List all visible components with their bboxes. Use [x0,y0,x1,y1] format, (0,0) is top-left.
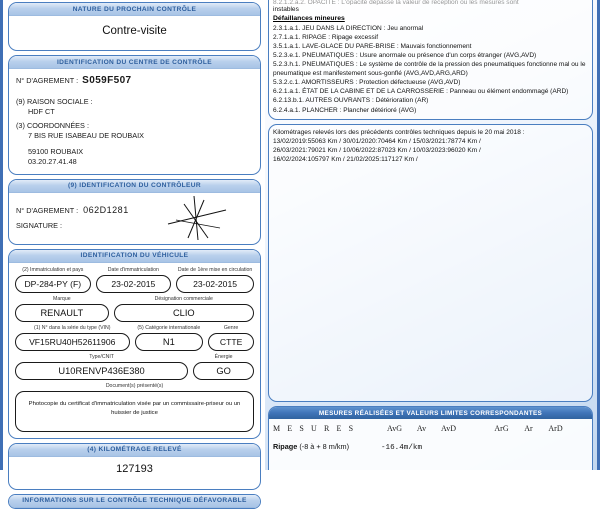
controller-header: (9) IDENTIFICATION DU CONTRÔLEUR [9,180,260,193]
next-control-value: Contre-visite [102,25,167,37]
measures-body [269,419,592,470]
measures-header: MESURES RÉALISÉES ET VALEURS LIMITES CORRESPONDANTES [269,407,592,419]
field-label: Date de 1ère mise en circulation [177,266,253,273]
mileage-history-line: 16/02/2024:105797 Km / 21/02/2025:117127 Km / [273,155,418,163]
left-column [0,0,265,505]
unfavorable-panel [8,494,261,509]
field-value: N1 [135,333,204,351]
field-immatriculation [15,267,91,293]
center-agrement-value: S059F507 [82,75,132,86]
measures-column-headers [273,424,586,433]
defect-item: 6.2.1.a.1. ÉTAT DE LA CABINE ET DE LA CARROSSERIE : Panneau ou élément endommagé (ARD) [273,88,569,96]
spacer [16,89,253,94]
field-value: U10RENVP436E380 [15,362,188,380]
field-label: (5) Catégorie internationale [137,324,201,331]
field-designation-commerciale [114,296,254,322]
defects-panel [268,0,593,120]
vehicle-row-4 [15,354,254,380]
defect-cut-line-top: 8.2.1.2.a.2. OPACITÉ : L'opacité dépasse la valeur de réception ou les mesures sont [273,0,519,5]
field-categorie-internationale [135,325,204,351]
defect-item: 5.3.2.c.1. AMORTISSEURS : Protection défectueuse (AVG,AVD) [273,79,461,87]
field-date-immatriculation [96,267,172,293]
field-value: 23-02-2015 [96,275,172,293]
field-value: GO [193,362,254,380]
mileage-history-panel [268,124,593,402]
field-label: Marque [53,295,71,302]
center-agrement-label: N° D'AGREMENT : [16,76,79,85]
controller-body [9,193,260,244]
field-vin [15,325,130,351]
field-date-premiere-circulation [176,267,254,293]
column-ar: Ar [524,424,533,433]
vehicle-row-3 [15,325,254,351]
column-av: Av [416,424,427,433]
center-agrement-row [16,74,253,89]
center-phone: 03.20.27.41.48 [28,157,77,167]
address-line-2: 59100 ROUBAIX [28,146,84,156]
defect-item: 2.3.1.a.1. JEU DANS LA DIRECTION : Jeu anormal [273,25,424,33]
field-label: Genre [223,324,239,331]
column-avg: AvG [387,424,402,433]
documents-value: Photocopie du certificat d'immatriculation visée par un commissaire-priseur ou un huissier de justice [15,391,254,432]
field-value: VF15RU40H52611906 [15,333,130,351]
field-value: DP-284-PY (F) [15,275,91,293]
field-value: CTTE [208,333,254,351]
field-value: RENAULT [15,304,109,322]
coordonnees-label: (3) COORDONNÉES : [16,120,89,130]
defect-item: 6.2.13.b.1. AUTRES OUVRANTS : Détérioration (AR) [273,97,429,105]
signature-label: SIGNATURE : [16,221,63,231]
field-value: 23-02-2015 [176,275,254,293]
mileage-history-body [269,125,592,186]
measure-name: Ripage [273,442,298,451]
field-energie [193,354,254,380]
column-arg: ArG [494,424,509,433]
field-label: (1) N° dans la série du type (VIN) [34,324,111,331]
field-label: Énergie [214,353,233,360]
field-type-cnit [15,354,188,380]
field-marque [15,296,109,322]
mileage-header: (4) KILOMÉTRAGE RELEVÉ [9,444,260,457]
unfavorable-header: INFORMATIONS SUR LE CONTRÔLE TECHNIQUE DÉFAVORABLE [9,495,260,508]
defect-item: 2.7.1.a.1. RIPAGE : Ripage excessif [273,34,379,42]
controller-agrement-label: N° D'AGREMENT : [16,205,79,215]
measures-title: M E S U R E S [273,424,356,433]
field-label: (2) Immatriculation et pays [22,266,84,273]
coordonnees-row [16,121,253,168]
minor-defects-heading: Défaillances mineures [273,15,345,23]
documents-label: Document(s) présenté(s) [105,382,164,389]
mileage-history-line: 13/02/2019:55063 Km / 30/01/2020:70464 Km / 15/03/2021:78774 Km / [273,137,481,145]
field-value: CLIO [114,304,254,322]
mileage-value: 127193 [116,462,153,475]
measure-label [273,442,381,451]
defect-item: 3.5.1.a.1. LAVE-GLACE DU PARE-BRISE : Mauvais fonctionnement [273,43,472,51]
handwritten-signature-icon [164,194,230,242]
column-avd: AvD [441,424,456,433]
controller-agrement-value: 062D1281 [83,204,129,215]
control-center-panel [8,55,261,175]
right-column [265,0,600,470]
vehicle-header: IDENTIFICATION DU VÉHICULE [9,250,260,263]
vehicle-body [9,263,260,438]
next-control-panel [8,2,261,51]
raison-sociale-label: (9) RAISON SOCIALE : [16,96,93,106]
mileage-history-intro: Kilométrages relevés lors des précédents contrôles techniques depuis le 20 mai 2018 : [273,128,525,136]
vehicle-row-2 [15,296,254,322]
mileage-panel [8,443,261,490]
control-center-header: IDENTIFICATION DU CENTRE DE CONTRÔLE [9,56,260,69]
vehicle-row-1 [15,267,254,293]
defects-body [269,0,592,119]
field-label: Date d'immatriculation [107,266,159,273]
field-genre [208,325,254,351]
next-control-header: NATURE DU PROCHAIN CONTRÔLE [9,3,260,16]
defect-item: 5.2.3.e.1. PNEUMATIQUES : Usure anormale ou présence d'un corps étranger (AVG,AVD) [273,52,537,60]
address-line-1: 7 BIS RUE ISABEAU DE ROUBAIX [28,131,144,141]
measure-label-cut [273,459,381,468]
mileage-history-line: 26/03/2021:79021 Km / 10/06/2022:87023 Km / 10/03/2023:96020 Km / [273,146,481,154]
measure-row-ripage [273,442,586,452]
control-center-body [9,69,260,174]
raison-sociale-row [16,97,253,118]
raison-sociale-value: HDF CT [28,107,55,117]
field-label: Désignation commerciale [154,295,213,302]
measure-value: -16.4m/km [381,444,423,452]
measure-range: (-8 à + 8 m/km) [297,442,350,451]
vehicle-panel [8,249,261,439]
field-label: Type/CNIT [89,353,114,360]
defect-item: 6.2.4.a.1. PLANCHER : Plancher détérioré (AVG) [273,106,417,114]
column-ard: ArD [548,424,563,433]
defect-item: 5.2.3.h.1. PNEUMATIQUES : Le système de contrôle de la pression des pneumatiques fonctionne mal ou le pneumatique est manifestement sous-gonflé (AVG,AVD,ARG,ARD) [273,61,586,78]
measure-row-cut-off [273,459,586,468]
defect-cut-line-top-2: instables [273,6,299,13]
controller-panel [8,179,261,245]
measures-panel [268,406,593,470]
